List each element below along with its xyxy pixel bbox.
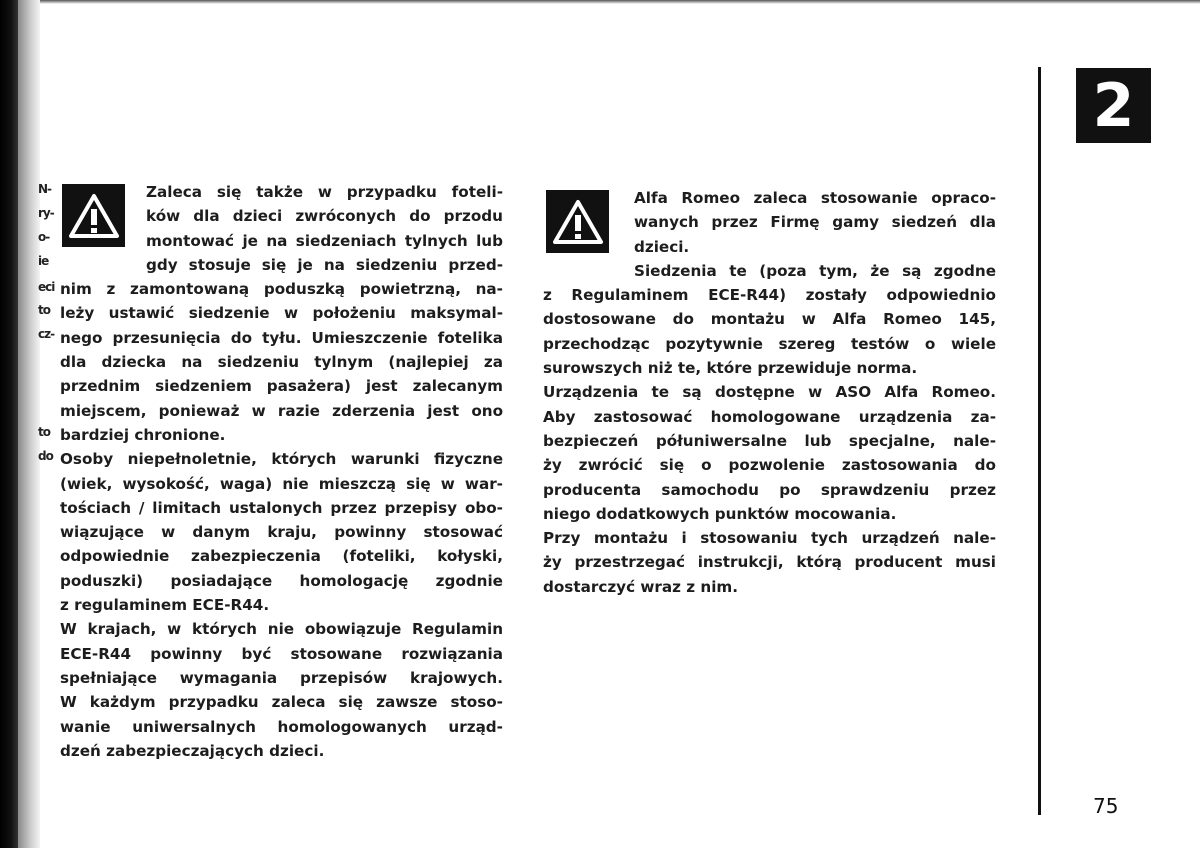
page-gutter [18, 0, 55, 848]
book-binding [0, 0, 18, 848]
text-line: bezpieczeń półuniwersalne lub specjalne, nale- [543, 431, 996, 450]
text-line: z regulaminem ECE-R44. [60, 596, 270, 615]
text-line: Urządzenia te są dostępne w ASO Alfa Romeo. [543, 383, 996, 402]
text-line: Przy montażu i stosowaniu tych urządzeń nale- [543, 529, 996, 548]
text-line: miejscem, ponieważ w razie zderzenia jest ono [60, 401, 503, 420]
text-line: przednim siedzeniem pasażera) jest zalecanym [60, 377, 503, 396]
text-line: przechodząc pozytywnie szereg testów o wiele [543, 334, 996, 353]
text-line: wanie uniwersalnych homologowanych urząd- [60, 717, 503, 736]
text-line: nego przesunięcia do tyłu. Umieszczenie fotelika [60, 328, 503, 347]
text-line: (wiek, wysokość, waga) nie mieszczą się w war- [60, 474, 503, 493]
text-line: surowszych niż te, które przewiduje norma. [543, 359, 918, 378]
gutter-text-fragment: do [38, 449, 53, 463]
text-line: poduszki) posiadające homologację zgodnie [60, 571, 503, 590]
text-line: dla dziecka na siedzeniu tylnym (najlepiej za [60, 353, 503, 372]
text-line: ży zwrócić się o pozwolenie zastosowania do [543, 456, 996, 475]
gutter-text-fragment: N- [38, 182, 52, 196]
gutter-text-fragment: o- [38, 230, 50, 244]
gutter-text-fragment: to [38, 303, 50, 317]
text-line: z Regulaminem ECE-R44) zostały odpowiednio [543, 286, 996, 305]
text-line: Alfa Romeo zaleca stosowanie opraco- [634, 189, 996, 207]
text-line: producenta samochodu po sprawdzeniu przez [543, 480, 996, 499]
text-line: tościach / limitach ustalonych przez przepisy obo- [60, 498, 503, 517]
gutter-text-fragment: cz- [38, 327, 55, 341]
text-line: Siedzenia te (poza tym, że są zgodne [634, 261, 996, 280]
chapter-number-box: 2 [1076, 68, 1151, 143]
text-line: Zaleca się także w przypadku foteli- [146, 183, 503, 201]
page-number: 75 [1093, 794, 1119, 818]
gutter-text-fragment: to [38, 425, 50, 439]
text-line: bardziej chronione. [60, 425, 226, 444]
text-line: wiązujące w danym kraju, powinny stosować [60, 523, 503, 542]
text-line: dostarczyć wraz z nim. [543, 577, 739, 596]
text-line: nim z zamontowaną poduszką powietrzną, na- [60, 280, 503, 299]
text-line: Aby zastosować homologowane urządzenia za- [543, 407, 996, 426]
text-line: ECE-R44 powinny być stosowane rozwiązania [60, 644, 503, 663]
text-line: spełniające wymagania przepisów krajowych. [60, 668, 503, 687]
text-line: odpowiednie zabezpieczenia (foteliki, kołyski, [60, 547, 503, 566]
gutter-text-fragment: ry- [38, 206, 54, 220]
text-line: gdy stosuje się je na siedzeniu przed- [146, 255, 503, 274]
text-line: dzieci. [634, 237, 690, 256]
text-line: wanych przez Firmę gamy siedzeń dla [634, 213, 996, 232]
gutter-text-fragment: ie [38, 254, 49, 268]
text-line: Osoby niepełnoletnie, których warunki fizyczne [60, 450, 503, 469]
page-top-edge [40, 0, 1200, 4]
right-text-column [543, 186, 996, 599]
text-line: montować je na siedzeniach tylnych lub [146, 231, 503, 250]
text-line: leży ustawić siedzenie w położeniu maksymal- [60, 304, 503, 323]
left-text-column [60, 180, 503, 763]
text-line: W każdym przypadku zaleca się zawsze stoso- [60, 693, 503, 712]
text-line: dzeń zabezpieczających dzieci. [60, 741, 325, 760]
text-line: W krajach, w których nie obowiązuje Regulamin [60, 620, 503, 639]
gutter-text-fragment: eci [38, 280, 55, 294]
margin-rule [1038, 67, 1041, 815]
text-line: niego dodatkowych punktów mocowania. [543, 504, 897, 523]
text-line: dostosowane do montażu w Alfa Romeo 145, [543, 310, 996, 329]
text-line: ży przestrzegać instrukcji, którą producent musi [543, 553, 996, 572]
text-line: ków dla dzieci zwróconych do przodu [146, 207, 503, 226]
